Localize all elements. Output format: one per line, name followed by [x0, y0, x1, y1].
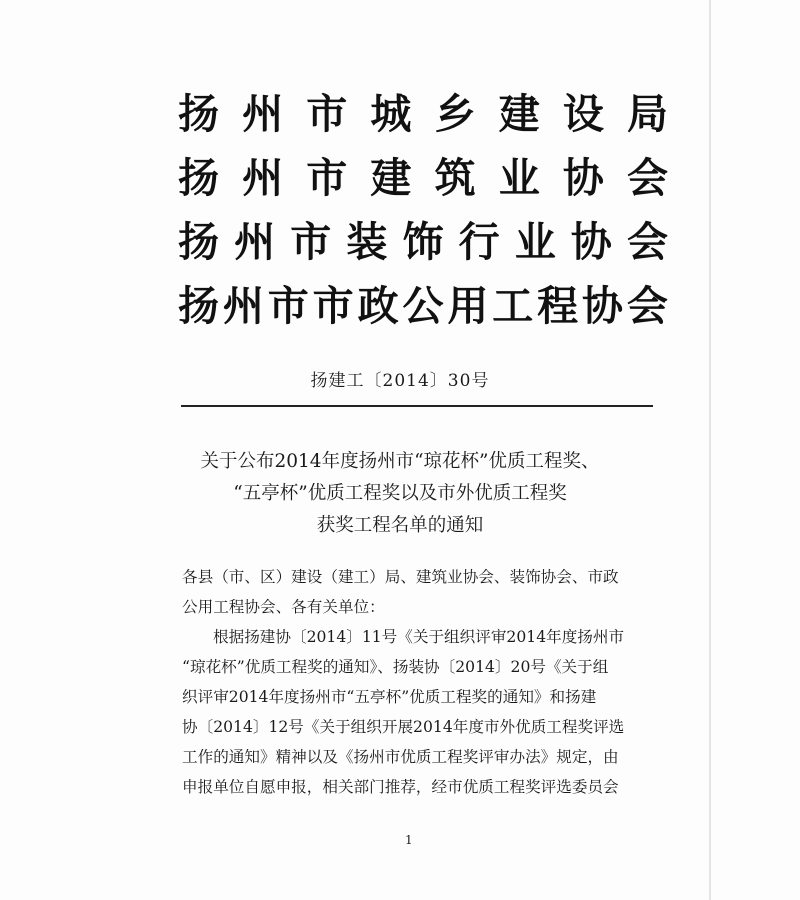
document-title: [160, 446, 640, 542]
issuer-char: 行: [458, 217, 500, 266]
issuer-header: [178, 78, 668, 334]
issuer-char: 市: [290, 217, 332, 266]
issuer-char: 会: [627, 217, 668, 266]
issuer-char: 会: [626, 281, 668, 330]
issuer-char: 会: [626, 153, 668, 202]
body-line: 申报单位自愿申报，相关部门推荐，经市优质工程奖评选委员会: [182, 778, 619, 796]
issuer-char: 设: [562, 89, 604, 138]
title-line: “五亭杯”优质工程奖以及市外优质工程奖: [233, 483, 567, 504]
body-line: 工作的通知》精神以及《扬州市优质工程奖评审办法》规定，由: [182, 748, 619, 766]
issuer-char: 协: [582, 281, 624, 330]
issuer-char: 市: [306, 153, 348, 202]
issuer-char: 政: [357, 281, 399, 330]
issuer-char: 筑: [434, 153, 476, 202]
issuer-char: 用: [447, 281, 489, 330]
body-line: “琼花杯”优质工程奖的通知》、扬装协〔2014〕20号《关于组: [182, 658, 609, 676]
issuer-line: [178, 142, 668, 206]
issuer-char: 协: [570, 217, 612, 266]
issuer-char: 市: [306, 89, 348, 138]
issuer-line: [178, 78, 668, 142]
issuer-char: 市: [267, 281, 309, 330]
issuer-char: 扬: [178, 89, 219, 138]
issuer-char: 州: [234, 217, 276, 266]
issuer-char: 建: [498, 89, 540, 138]
issuer-char: 程: [537, 281, 579, 330]
issuer-char: 业: [498, 153, 540, 202]
title-line: 获奖工程名单的通知: [316, 515, 484, 536]
issuer-line: [178, 206, 668, 270]
issuer-char: 城: [370, 89, 412, 138]
issuer-char: 扬: [178, 281, 219, 330]
addressee-line: 各县（市、区）建设（建工）局、建筑业协会、装饰协会、市政: [182, 568, 619, 586]
title-line: 关于公布2014年度扬州市“琼花杯”优质工程奖、: [200, 451, 600, 472]
issuer-char: 州: [242, 89, 284, 138]
issuer-char: 业: [514, 217, 556, 266]
document-number: 扬建工〔2014〕30号: [310, 371, 490, 391]
issuer-char: 公: [402, 281, 444, 330]
issuer-char: 扬: [178, 153, 219, 202]
issuer-char: 市: [312, 281, 354, 330]
page-number: 1: [405, 833, 413, 847]
issuer-char: 建: [370, 153, 412, 202]
page-edge: [709, 0, 711, 900]
issuer-char: 州: [242, 153, 284, 202]
issuer-char: 乡: [434, 89, 476, 138]
header-divider: [181, 405, 653, 407]
issuer-char: 饰: [402, 217, 444, 266]
body-line: 织评审2014年度扬州市“五亭杯”优质工程奖的通知》和扬建: [182, 688, 597, 706]
issuer-char: 工: [492, 281, 534, 330]
issuer-line: [178, 270, 668, 334]
issuer-char: 装: [346, 217, 388, 266]
addressee-line: 公用工程协会、各有关单位：: [182, 598, 385, 616]
document-body: [182, 562, 652, 802]
issuer-char: 州: [222, 281, 264, 330]
body-line: 协〔2014〕12号《关于组织开展2014年度市外优质工程奖评选: [182, 718, 625, 736]
issuer-char: 局: [626, 89, 668, 138]
issuer-char: 协: [562, 153, 604, 202]
body-line: 根据扬建协〔2014〕11号《关于组织评审2014年度扬州市: [213, 628, 625, 646]
issuer-char: 扬: [178, 217, 219, 266]
